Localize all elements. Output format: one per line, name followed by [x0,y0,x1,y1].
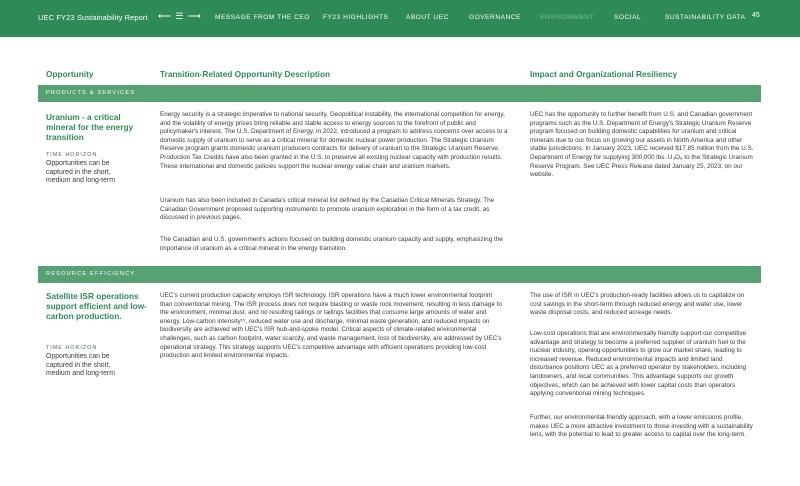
column-header-opportunity: Opportunity [46,69,94,79]
impact-paragraph: Further, our environmental-friendly approach, with a lower emissions profile, makes UEC a more attractive investment to those investing with a sustainability lens, with the potential to lead to greater access to capital over the long-term. [530,414,753,439]
description-paragraph: The Canadian and U.S. government's actions focused on building domestic uranium capacity and supply, emphasizing the importance of uranium as a critical mineral in the energy transition. [160,236,503,252]
report-title[interactable]: UEC FY23 Sustainability Report [38,13,148,22]
nav-environment[interactable]: ENVIRONMENT [540,14,595,21]
page-navigation-controls[interactable]: ⟵ ☰ ⟶ [158,11,202,21]
description-paragraph: Energy security is a strategic imperative to national security. Geopolitical instability, the international competition for energy, and the volatility of energy prices bring reliable and stable access to energy sources to the forefront of public and policymaker's interest. The U.S. Department of Energy, in 2022, introduced a program to address concerns over access to a domestic supply of uranium to serve as a critical mineral for domestic nuclear power production. The Strategic Uranium Reserve program grants domestic uranium producers contracts for delivery of uranium to the Strategic Uranium Reserve. Production Tax Credits have also been granted in the U.S. to preserve all existing nuclear capacity with production results. These international and domestic policies support the nuclear energy value chain and uranium markets. [160,111,508,170]
time-horizon-label: TIME HORIZON [46,345,98,351]
nav-social[interactable]: SOCIAL [614,14,642,21]
nav-sustainability-data[interactable]: SUSTAINABILITY DATA [665,14,746,21]
nav-governance[interactable]: GOVERNANCE [469,14,521,21]
opportunity-title: Uranium - a critical mineral for the energy transition [46,112,134,142]
impact-paragraph: UEC has the opportunity to further benefit from U.S. and Canadian government programs such as the U.S. Department of Energy's Strategic Uranium Reserve program focused on building domestic capabilities for uranium and critical minerals due to our focus on growing our assets in North America and other stable jurisdictions. In January 2023, UEC received $17.85 million from the U.S. Department of Energy for supplying 300,000 lbs. U₃O₈ to the Strategic Uranium Reserve Program. See UEC Press Release dated January 25, 2023, on our website. [530,111,754,179]
time-horizon-value: Opportunities can be captured in the short, medium and long-term [46,160,115,185]
impact-paragraph: The use of ISR in UEC's production-ready facilities allows us to capitalize on cost savings in the short-term through reduced energy and water use, lower waste disposal costs, and reduced acreage needs. [530,292,745,317]
description-paragraph: Uranium has also been included in Canada's critical mineral list defined by the Canadian Critical Minerals Strategy. The Canadian Government proposed supporting instruments to promote uranium exploration in the form of a tax credit, as discussed in previous pages. [160,197,495,222]
nav-fy23-highlights[interactable]: FY23 HIGHLIGHTS [323,14,389,21]
section-bar-resource-efficiency [38,266,761,283]
nav-message-from-ceo[interactable]: MESSAGE FROM THE CEO [215,14,310,21]
time-horizon-label: TIME HORIZON [46,152,98,158]
column-header-impact: Impact and Organizational Resiliency [530,69,678,79]
top-navigation-bar [0,0,800,37]
impact-paragraph: Low-cost operations that are environmentally friendly support our competitive advantage and strategy to become a preferred supplier of uranium fuel to the nuclear industry, opening opportunities to grow our market share, leading to increased revenue. Reduced environmental impacts and limited land disturbance positions UEC as a preferred operator by stakeholders, including landowners, and local communities. This advantage supports our growth objectives, which can be achieved with lower capital costs than operators applying conventional mining techniques. [530,330,747,398]
section-label: PRODUCTS & SERVICES [46,90,136,96]
column-header-description: Transition-Related Opportunity Description [160,69,331,79]
section-bar-products-services [38,85,761,102]
description-paragraph: UEC's current production capacity employs ISR technology. ISR operations have a much lower environmental footprint than conventional mining. The ISR process does not require blasting or waste rock movement, resulting in less damage to the environment, minimal dust, and no resulting tailings or tailings facilities that consume large amounts of water and energy. Low-carbon intensity¹⁵, reduced water use and discharge, minimal waste generation, and reduced impacts on biodiversity are achieved with UEC's ISR hub-and-spoke model. Critical aspects of climate-related environmental challenges, such as carbon footprint, water scarcity, and waste management, loss of biodiversity, are addressed by UEC's operational strategy. This strategy supports UEC's competitive advantage with efficient operations providing low-cost production and limited environmental impacts. [160,292,502,360]
page-number: 45 [752,12,760,19]
time-horizon-value: Opportunities can be captured in the short, medium and long-term [46,353,115,378]
opportunity-title: Satellite ISR operations support efficient and low-carbon production. [46,291,147,321]
nav-about-uec[interactable]: ABOUT UEC [406,14,449,21]
section-label: RESOURCE EFFICIENCY [46,271,136,277]
